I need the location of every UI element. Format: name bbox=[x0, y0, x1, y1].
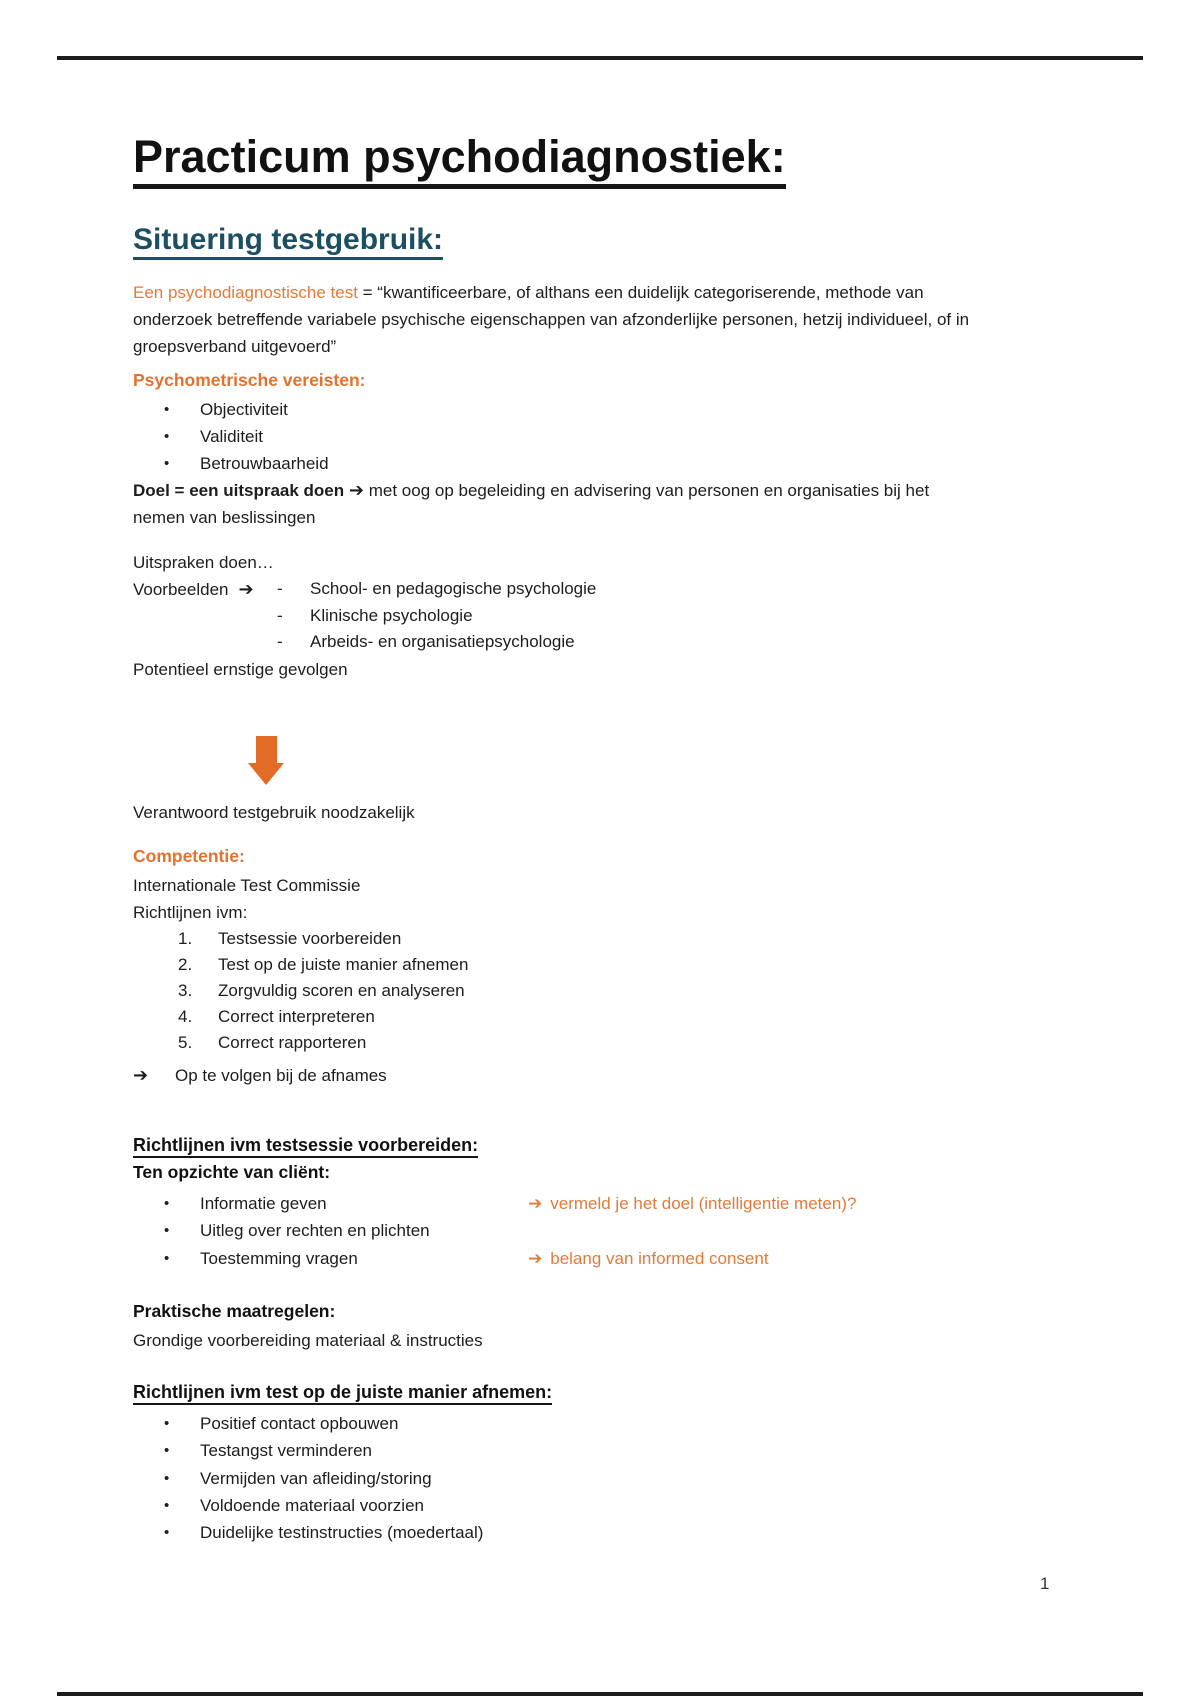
item-number: 3. bbox=[178, 980, 193, 1000]
document-page bbox=[133, 128, 978, 1546]
numbered-item bbox=[133, 978, 978, 1004]
client-bullet-row bbox=[133, 1217, 978, 1245]
section-heading bbox=[133, 222, 978, 258]
voorbeelden-list bbox=[277, 576, 978, 656]
bullet-icon: • bbox=[164, 401, 170, 418]
list-item-text: Testangst verminderen bbox=[200, 1441, 372, 1461]
list-item-text: Betrouwbaarheid bbox=[200, 454, 329, 473]
numbered-item bbox=[133, 952, 978, 978]
bullet-icon: • bbox=[164, 1194, 170, 1212]
bullet-icon: • bbox=[164, 455, 170, 472]
bullet-icon: • bbox=[164, 1249, 170, 1267]
note-informed-consent bbox=[528, 1245, 769, 1273]
richtlijnen-intro: Richtlijnen ivm: bbox=[133, 902, 248, 922]
top-rule bbox=[57, 56, 1143, 60]
right-arrow-icon: ➔ bbox=[348, 480, 364, 500]
client-bullet-text: Toestemming vragen bbox=[200, 1248, 358, 1268]
definition-text: = “kwantificeerbare, of althans een duidelijk categoriserende, methode van onderzoek betreffende variabele psychische eigenschappen van afzonderlijke personen, hetzij individueel, of in groepsverband uitgevoerd” bbox=[133, 283, 970, 356]
client-subheading: Ten opzichte van cliënt: bbox=[133, 1161, 331, 1182]
list-item-text: School- en pedagogische psychologie bbox=[310, 579, 597, 598]
down-arrow-stem bbox=[256, 736, 277, 763]
numbered-item bbox=[133, 1004, 978, 1030]
list-item bbox=[133, 1465, 978, 1492]
down-arrow-icon bbox=[248, 736, 285, 785]
competentie-heading: Competentie: bbox=[133, 845, 245, 866]
list-item bbox=[133, 423, 978, 450]
definition-paragraph bbox=[133, 279, 978, 360]
bullet-icon: • bbox=[164, 1496, 170, 1514]
item-number: 2. bbox=[178, 954, 193, 974]
numbered-item-text: Testsessie voorbereiden bbox=[218, 928, 402, 948]
list-item bbox=[133, 450, 978, 477]
psychometric-list bbox=[133, 396, 978, 477]
numbered-item-text: Correct rapporteren bbox=[218, 1032, 367, 1052]
list-item bbox=[133, 1492, 978, 1519]
right-arrow-icon: ➔ bbox=[238, 579, 254, 599]
numbered-item bbox=[133, 926, 978, 952]
list-item-text: Vermijden van afleiding/storing bbox=[200, 1468, 432, 1488]
list-item-text: Klinische psychologie bbox=[310, 605, 473, 625]
follow-up-text: Op te volgen bij de afnames bbox=[175, 1065, 387, 1085]
list-item-text: Positief contact opbouwen bbox=[200, 1414, 399, 1433]
numbered-item-text: Zorgvuldig scoren en analyseren bbox=[218, 980, 465, 1000]
dash-icon: - bbox=[277, 632, 283, 651]
list-item-text: Duidelijke testinstructies (moedertaal) bbox=[200, 1523, 484, 1543]
right-arrow-icon: ➔ bbox=[528, 1193, 543, 1213]
numbered-item bbox=[133, 1030, 978, 1056]
note-text: vermeld je het doel (intelligentie meten)? bbox=[550, 1193, 857, 1213]
list-item bbox=[133, 1410, 978, 1437]
right-arrow-icon: ➔ bbox=[133, 1064, 149, 1085]
itc-line: Internationale Test Commissie bbox=[133, 875, 361, 895]
bullet-icon: • bbox=[164, 1524, 170, 1542]
note-text: belang van informed consent bbox=[550, 1248, 769, 1268]
down-arrow-head bbox=[248, 763, 284, 785]
voorbeelden-block bbox=[133, 576, 978, 656]
page-title-text: Practicum psychodiagnostiek: bbox=[133, 131, 786, 189]
numbered-item-text: Test op de juiste manier afnemen bbox=[218, 954, 469, 974]
numbered-item-text: Correct interpreteren bbox=[218, 1006, 375, 1026]
bullet-icon: • bbox=[164, 1469, 170, 1487]
doel-line bbox=[133, 477, 978, 531]
follow-up-line bbox=[133, 1062, 978, 1089]
administer-list bbox=[133, 1410, 978, 1546]
competentie-list bbox=[133, 926, 978, 1056]
list-item-text: Validiteit bbox=[200, 427, 263, 446]
guidelines-prepare-heading-text: Richtlijnen ivm testsessie voorbereiden: bbox=[133, 1135, 478, 1158]
client-bullet-row bbox=[133, 1190, 978, 1218]
page-title bbox=[133, 128, 978, 186]
psychometric-heading: Psychometrische vereisten: bbox=[133, 370, 366, 390]
item-number: 4. bbox=[178, 1006, 193, 1026]
doel-rest-text: met oog op begeleiding en advisering van personen en organisaties bij het nemen van beslissingen bbox=[133, 481, 930, 527]
item-number: 1. bbox=[178, 928, 193, 948]
bottom-rule bbox=[57, 1692, 1143, 1696]
uitspraken-line: Uitspraken doen… bbox=[133, 553, 274, 572]
client-bullet-text: Uitleg over rechten en plichten bbox=[200, 1221, 430, 1240]
voorbeelden-label bbox=[133, 576, 254, 604]
voorbeelden-label-text: Voorbeelden bbox=[133, 580, 229, 599]
verantwoord-line: Verantwoord testgebruik noodzakelijk bbox=[133, 802, 415, 822]
praktisch-line: Grondige voorbereiding materiaal & instructies bbox=[133, 1331, 483, 1350]
item-number: 5. bbox=[178, 1032, 193, 1052]
doel-bold-text: Doel = een uitspraak doen bbox=[133, 481, 345, 500]
list-item bbox=[277, 603, 978, 630]
section-heading-text: Situering testgebruik: bbox=[133, 223, 443, 260]
list-item bbox=[277, 629, 978, 656]
list-item bbox=[133, 396, 978, 423]
definition-term: Een psychodiagnostische test bbox=[133, 283, 358, 302]
note-goal bbox=[528, 1190, 856, 1218]
list-item-text: Voldoende materiaal voorzien bbox=[200, 1495, 424, 1515]
client-bullet-text: Informatie geven bbox=[200, 1193, 327, 1213]
list-item bbox=[277, 576, 978, 603]
bullet-icon: • bbox=[164, 1442, 170, 1460]
list-item bbox=[133, 1519, 978, 1546]
dash-icon: - bbox=[277, 605, 283, 625]
potentieel-line: Potentieel ernstige gevolgen bbox=[133, 659, 348, 679]
page-number: 1 bbox=[1040, 1574, 1050, 1593]
list-item-text: Objectiviteit bbox=[200, 400, 288, 419]
bullet-icon: • bbox=[164, 428, 170, 445]
bullet-icon: • bbox=[164, 1222, 170, 1239]
client-bullet-row bbox=[133, 1245, 978, 1273]
praktisch-heading: Praktische maatregelen: bbox=[133, 1301, 336, 1321]
right-arrow-icon: ➔ bbox=[528, 1248, 543, 1268]
guidelines-administer-heading bbox=[133, 1380, 978, 1404]
guidelines-prepare-heading bbox=[133, 1133, 978, 1157]
bullet-icon: • bbox=[164, 1415, 170, 1432]
dash-icon: - bbox=[277, 579, 283, 598]
list-item-text: Arbeids- en organisatiepsychologie bbox=[310, 632, 575, 651]
list-item bbox=[133, 1437, 978, 1464]
guidelines-administer-heading-text: Richtlijnen ivm test op de juiste manier afnemen: bbox=[133, 1382, 552, 1405]
